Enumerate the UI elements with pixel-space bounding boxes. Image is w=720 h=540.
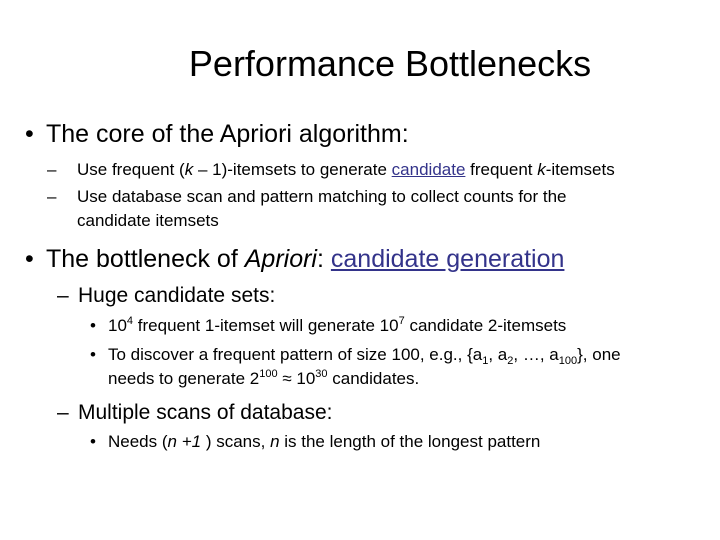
bullet-bottleneck	[46, 244, 564, 274]
text-fragment: -itemsets	[545, 160, 615, 179]
text-fragment: 10	[296, 369, 316, 388]
text-fragment: To discover a frequent pattern of size 100, e.g., {a	[108, 345, 483, 364]
sub-bullet-huge: Huge candidate sets:	[78, 284, 276, 307]
k-var: k	[537, 160, 546, 179]
subscript: 100	[558, 355, 578, 367]
bullet-marker: •	[90, 432, 96, 451]
dash-marker: –	[47, 187, 57, 206]
text-fragment: Use frequent (	[77, 160, 185, 179]
text-fragment: , a	[488, 345, 508, 364]
sub-bullet-scan-line2: candidate itemsets	[77, 211, 219, 230]
bullet-marker: •	[25, 245, 34, 273]
bullet-marker: •	[25, 120, 34, 148]
item-discover	[108, 344, 621, 366]
sub-bullet-frequent	[77, 159, 615, 181]
item-scans	[108, 431, 540, 453]
item-discover-line2	[108, 368, 419, 390]
text-fragment: , …, a	[513, 345, 559, 364]
k-var: k	[184, 160, 194, 179]
text-fragment: needs to generate 2	[108, 369, 260, 388]
text-fragment: ) scans,	[201, 432, 271, 451]
exponent: 4	[126, 315, 134, 327]
exponent: 7	[398, 315, 405, 327]
text-fragment: 10	[108, 316, 127, 335]
exponent: 100	[259, 368, 278, 380]
candidate-link[interactable]: candidate	[391, 160, 466, 179]
apriori-word: Apriori	[244, 245, 317, 273]
text-fragment: }, one	[577, 345, 621, 364]
text-fragment: frequent	[465, 160, 538, 179]
slide-title: Performance Bottlenecks	[188, 43, 592, 84]
approx-symbol: ≈	[277, 369, 297, 388]
subscript: 2	[507, 355, 514, 367]
subscript: 1	[482, 355, 489, 367]
sub-bullet-scan-line1: Use database scan and pattern matching to collect counts for the	[77, 187, 567, 206]
candidate-generation-link[interactable]: candidate generation	[330, 245, 565, 273]
n-var: n +1	[167, 432, 202, 451]
exponent: 30	[315, 368, 328, 380]
text-fragment: is the length of the longest pattern	[279, 432, 541, 451]
dash-marker: –	[57, 401, 69, 424]
text-fragment: candidates.	[327, 369, 420, 388]
text-fragment: The bottleneck of	[46, 245, 245, 273]
bullet-marker: •	[90, 345, 96, 364]
dash-marker: –	[47, 160, 57, 179]
dash-marker: –	[57, 284, 69, 307]
item-itemsets	[108, 315, 566, 337]
text-fragment: Needs (	[108, 432, 168, 451]
text-fragment: candidate 2-itemsets	[404, 316, 567, 335]
bullet-core: The core of the Apriori algorithm:	[46, 120, 409, 148]
bullet-marker: •	[90, 316, 96, 335]
text-fragment: :	[316, 245, 331, 273]
text-fragment: – 1)-itemsets to generate	[193, 160, 392, 179]
text-fragment: frequent 1-itemset will generate 10	[133, 316, 399, 335]
sub-bullet-multiple: Multiple scans of database:	[78, 401, 333, 424]
n-var: n	[270, 432, 280, 451]
